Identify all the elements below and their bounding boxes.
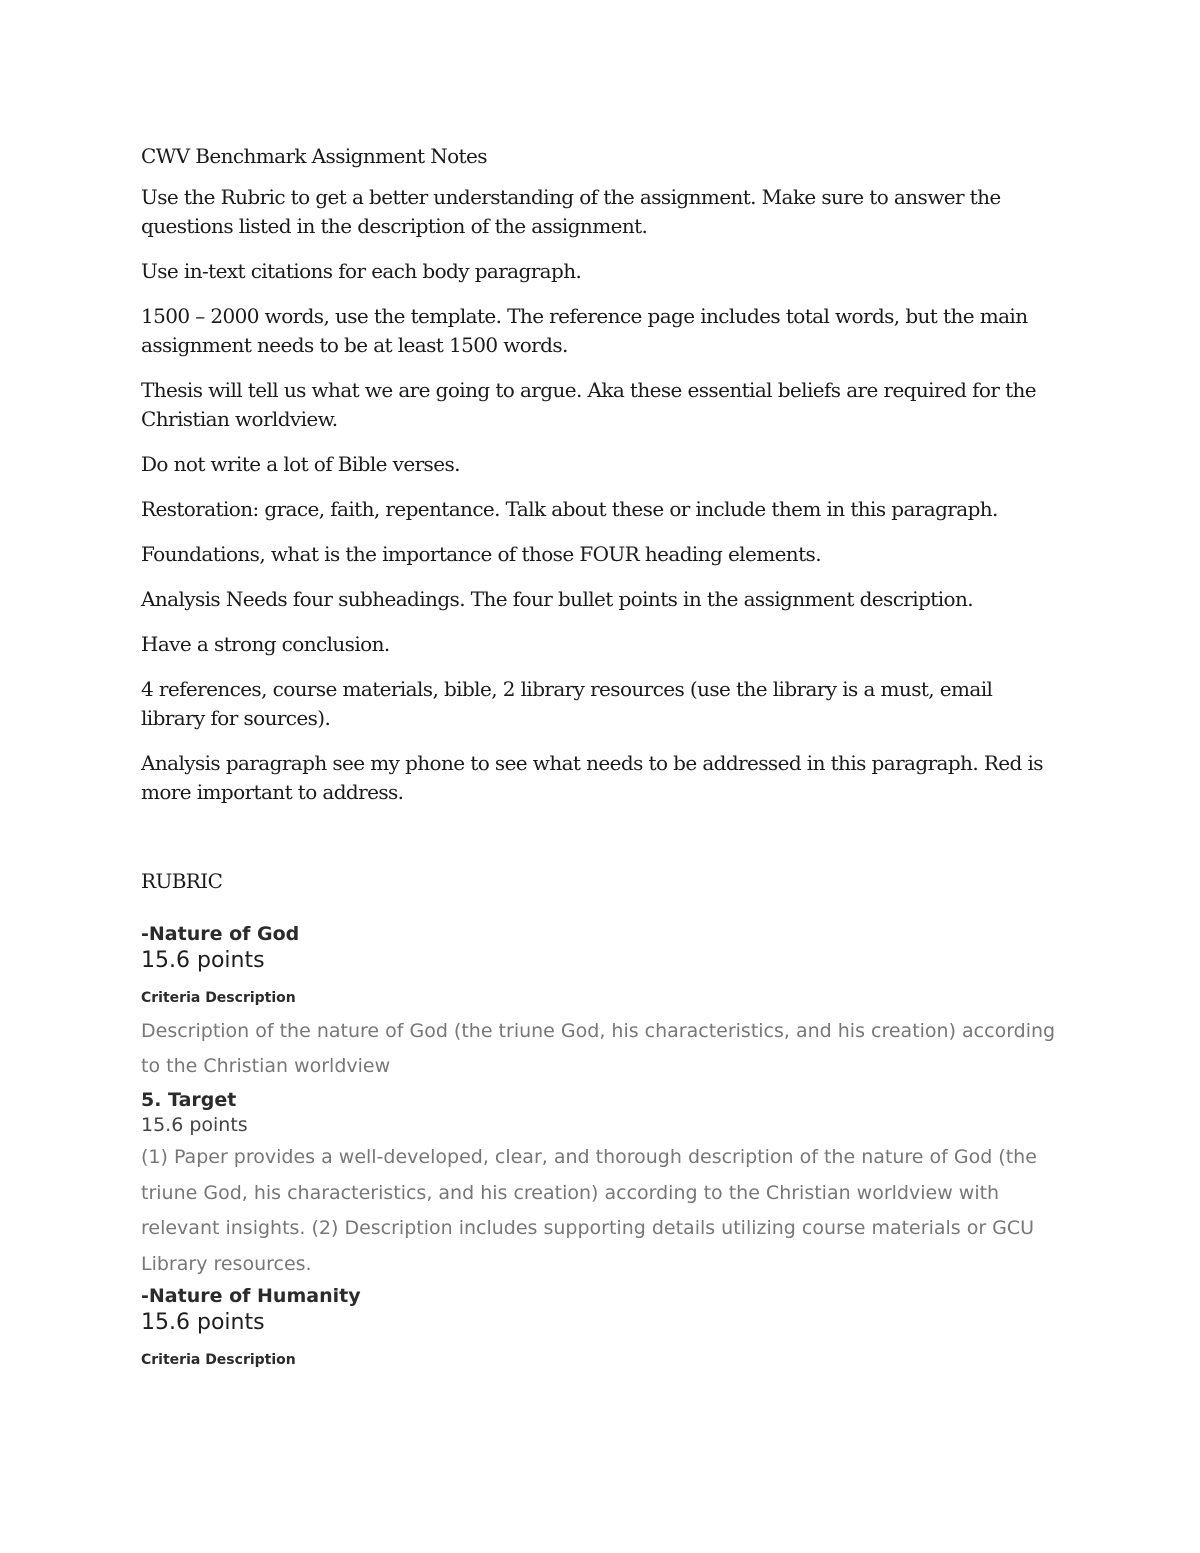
note-paragraph: Use in-text citations for each body paragraph. — [141, 259, 582, 283]
note-paragraph: 1500 – 2000 words, use the template. The reference page includes total words, but the main assignment needs to be at least 1500 words. — [141, 304, 1028, 357]
note-paragraph: Thesis will tell us what we are going to argue. Aka these essential beliefs are required for the Christian worldview. — [141, 378, 1037, 431]
rubric-points: 15.6 points — [141, 948, 265, 973]
document-body — [141, 142, 1061, 1376]
rubric-section-nature-of-god — [141, 922, 1061, 1282]
target-points: 15.6 points — [141, 1114, 248, 1136]
note-paragraph: Analysis paragraph see my phone to see what needs to be addressed in this paragraph. Red is more important to address. — [141, 751, 1043, 804]
target-text: (1) Paper provides a well-developed, clear, and thorough description of the nature of God (the triune God, his characteristics, and his creation) according to the Christian worldview with relevant insights. (2) Description includes supporting details utilizing course materials or GCU Library resources. — [141, 1146, 1037, 1275]
document-title: CWV Benchmark Assignment Notes — [141, 144, 487, 168]
criteria-label: Criteria Description — [141, 990, 296, 1006]
rubric-section-heading: -Nature of God — [141, 923, 300, 945]
rubric-points: 15.6 points — [141, 1310, 265, 1335]
criteria-label: Criteria Description — [141, 1352, 296, 1368]
rubric-section-nature-of-humanity — [141, 1284, 1061, 1370]
note-paragraph: Use the Rubric to get a better understanding of the assignment. Make sure to answer the questions listed in the description of the assignment. — [141, 185, 1001, 238]
criteria-text: Description of the nature of God (the triune God, his characteristics, and his creation) according to the Christian worldview — [141, 1020, 1056, 1077]
rubric-label: RUBRIC — [141, 869, 223, 893]
spacer — [141, 823, 1061, 867]
note-paragraph: 4 references, course materials, bible, 2 library resources (use the library is a must, email library for sources). — [141, 677, 993, 730]
target-heading: 5. Target — [141, 1089, 237, 1111]
note-paragraph: Foundations, what is the importance of those FOUR heading elements. — [141, 542, 821, 566]
note-paragraph: Analysis Needs four subheadings. The four bullet points in the assignment description. — [141, 587, 973, 611]
note-paragraph: Restoration: grace, faith, repentance. Talk about these or include them in this paragraph. — [141, 497, 998, 521]
rubric-section-heading: -Nature of Humanity — [141, 1285, 361, 1307]
note-paragraph: Have a strong conclusion. — [141, 632, 390, 656]
note-paragraph: Do not write a lot of Bible verses. — [141, 452, 460, 476]
